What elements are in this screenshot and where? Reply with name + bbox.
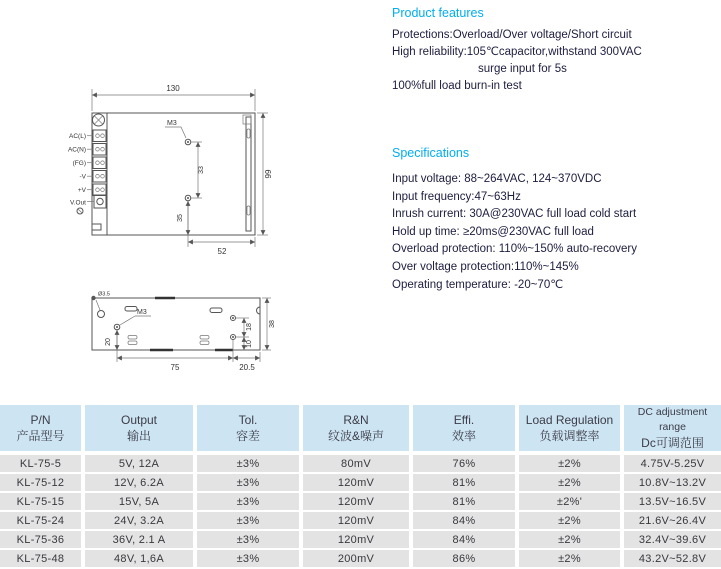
col-header-en: Output	[120, 412, 158, 427]
table-row	[0, 474, 721, 493]
table-cell: 84%	[413, 531, 519, 550]
table-cell: 84%	[413, 512, 519, 531]
col-header-en: DC adjustment range	[637, 406, 708, 433]
case-outline	[92, 113, 255, 235]
col-header-load-regulation	[519, 405, 624, 455]
product-features-lines	[392, 27, 718, 95]
bottom-view-drawing	[55, 282, 305, 382]
spec-table-body	[0, 455, 721, 569]
dim-label-hole-spacing: 33	[198, 166, 205, 174]
table-cell: ±2%	[519, 455, 624, 474]
col-header-en: P/N	[30, 412, 51, 427]
table-cell: 4.75V-5.25V	[624, 455, 721, 474]
terminal-label: +V	[77, 187, 86, 194]
table-cell: ±2%	[519, 512, 624, 531]
col-header-zh: 输出	[126, 428, 151, 443]
table-cell: 81%	[413, 474, 519, 493]
col-header-ripple-noise	[303, 405, 413, 455]
table-cell: 15V, 5A	[85, 493, 197, 512]
col-header-efficiency	[413, 405, 519, 455]
dim-label-hole-bottom: 35	[177, 214, 184, 222]
col-header-zh: 容差	[235, 428, 260, 443]
spec-line: Input voltage: 88~264VAC, 124~370VDC	[392, 173, 602, 185]
table-row	[0, 493, 721, 512]
terminal-block	[93, 130, 106, 196]
table-cell: KL-75-12	[0, 474, 85, 493]
col-header-zh: 负载调整率	[539, 428, 600, 443]
col-header-en: Load Regulation	[525, 412, 614, 427]
screw-icon	[93, 114, 105, 126]
terminal-label: V.Out	[69, 199, 86, 207]
mounting-hole	[114, 316, 235, 340]
table-cell: 24V, 3.2A	[85, 512, 197, 531]
spec-line: Inrush current: 30A@230VAC full load cold start	[392, 208, 637, 221]
table-row	[0, 531, 721, 550]
table-cell: ±2%	[519, 531, 624, 550]
table-cell: 80mV	[303, 455, 413, 474]
table-cell: ±3%	[197, 474, 303, 493]
table-row	[0, 512, 721, 531]
table-row	[0, 455, 721, 474]
table-cell: 200mV	[303, 550, 413, 569]
table-cell: KL-75-24	[0, 512, 85, 531]
col-header-en: Tol.	[238, 412, 258, 427]
spec-table-section	[0, 405, 721, 566]
col-header-en: Effi.	[453, 412, 475, 427]
table-cell: 21.6V~26.4V	[624, 512, 721, 531]
col-header-dc-adjust-range	[624, 405, 721, 455]
hole-size-label: M3	[137, 309, 147, 316]
table-cell: 13.5V~16.5V	[624, 493, 721, 512]
table-cell: 5V, 12A	[85, 455, 197, 474]
specifications-lines	[392, 171, 718, 294]
col-header-pn	[0, 405, 85, 455]
dim-label-right-lower: 10	[246, 340, 253, 348]
col-header-en: R&N	[343, 412, 369, 427]
table-cell: KL-75-15	[0, 493, 85, 512]
table-cell: 10.8V~13.2V	[624, 474, 721, 493]
table-cell: 12V, 6.2A	[85, 474, 197, 493]
table-cell: 36V, 2.1 A	[85, 531, 197, 550]
specifications-section	[392, 146, 718, 294]
screwdriver-icon	[77, 208, 83, 214]
spec-line: Operating temperature: -20~70℃	[392, 278, 564, 291]
voltage-adjust-pot	[94, 195, 106, 208]
corner-screw	[91, 296, 95, 300]
feature-line: surge input for 5s	[478, 63, 567, 75]
table-header-row	[0, 405, 721, 455]
table-cell: ±3%	[197, 531, 303, 550]
table-cell: ±3%	[197, 455, 303, 474]
specifications-title: Specifications	[392, 146, 470, 160]
table-cell: KL-75-5	[0, 455, 85, 474]
dim-label-right-upper: 18	[246, 323, 253, 331]
terminal-label: (FG)	[72, 160, 86, 167]
feature-line: 100%full load burn-in test	[392, 80, 522, 92]
terminal-label: AC(N)	[67, 146, 86, 154]
dim-label-height: 99	[264, 169, 273, 179]
spec-line: Hold up time: ≥20ms@230VAC full load	[392, 225, 594, 238]
table-cell: 48V, 1,6A	[85, 550, 197, 569]
spec-table	[0, 405, 721, 569]
front-view-drawing	[55, 75, 295, 280]
dim-label-hole-edge: 20.5	[239, 363, 255, 372]
table-cell: ±3%	[197, 512, 303, 531]
table-cell: 86%	[413, 550, 519, 569]
terminal-label: AC(L)	[69, 133, 86, 140]
table-cell: KL-75-36	[0, 531, 85, 550]
dim-label-hole-spacing: 75	[170, 363, 180, 372]
mounting-hole	[98, 311, 105, 318]
col-header-zh: 纹波&噪声	[327, 428, 384, 443]
spec-line: Input frequency:47~63Hz	[392, 190, 521, 203]
table-cell: ±3%	[197, 550, 303, 569]
table-cell: 76%	[413, 455, 519, 474]
table-cell: 81%	[413, 493, 519, 512]
table-cell: ±2%'	[519, 493, 624, 512]
col-header-output	[85, 405, 197, 455]
product-features-title: Product features	[392, 6, 484, 20]
col-header-zh: 效率	[451, 428, 476, 443]
hole-size-label: M3	[167, 120, 177, 127]
col-header-zh: Dc可调范围	[641, 436, 704, 450]
product-features-section	[392, 6, 718, 95]
col-header-tolerance	[197, 405, 303, 455]
dim-label-width: 130	[166, 84, 180, 93]
table-cell: ±2%	[519, 550, 624, 569]
dim-label-hole-edge: 52	[217, 247, 227, 256]
table-cell: ±2%	[519, 474, 624, 493]
dim-label-hole-bottom: 20	[105, 338, 112, 346]
spec-line: Overload protection: 110%~150% auto-recovery	[392, 243, 637, 256]
terminal-label: -V	[79, 173, 86, 181]
table-cell: 43.2V~52.8V	[624, 550, 721, 569]
feature-line: Protections:Overload/Over voltage/Short circuit	[392, 29, 632, 41]
mounting-hole	[185, 139, 191, 201]
table-cell: 120mV	[303, 474, 413, 493]
col-header-zh: 产品型号	[16, 428, 65, 443]
table-cell: 120mV	[303, 512, 413, 531]
table-cell: 120mV	[303, 531, 413, 550]
feature-line: High reliability:105℃capacitor,withstand 300VAC	[392, 46, 642, 58]
table-row	[0, 550, 721, 569]
table-cell: 32.4V~39.6V	[624, 531, 721, 550]
dim-label-height: 38	[269, 320, 276, 328]
table-cell: ±3%	[197, 493, 303, 512]
spec-line: Over voltage protection:110%~145%	[392, 260, 579, 273]
hole-dia-label: Ø3.5	[98, 291, 110, 298]
table-cell: KL-75-48	[0, 550, 85, 569]
table-cell: 120mV	[303, 493, 413, 512]
